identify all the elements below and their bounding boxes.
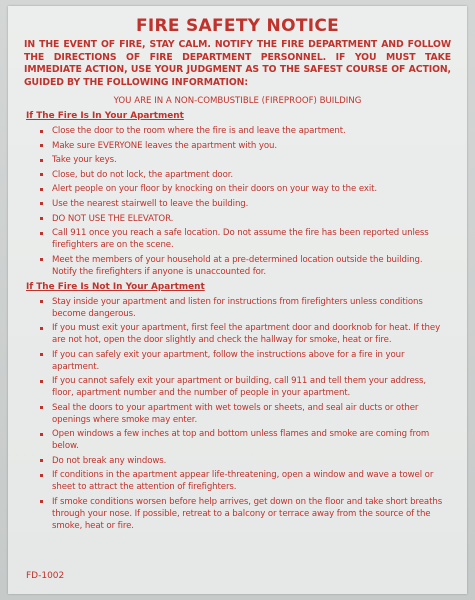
list-item: DO NOT USE THE ELEVATOR. <box>52 213 451 225</box>
building-type: YOU ARE IN A NON-COMBUSTIBLE (FIREPROOF) BUILDING <box>113 96 362 106</box>
section-heading-fire-not-in-apartment: If The Fire Is Not In Your Apartment <box>26 281 205 292</box>
fire-not-in-apartment-list <box>24 296 451 532</box>
list-item: If you must exit your apartment, first feel the apartment door and doorknob for heat. If they are not hot, open the door slightly and check the hallway for smoke, heat or fire. <box>52 322 451 346</box>
list-item: Seal the doors to your apartment with wet towels or sheets, and seal air ducts or other openings where smoke may enter. <box>52 402 451 426</box>
list-item: Close, but do not lock, the apartment door. <box>52 169 451 181</box>
list-item: If you cannot safely exit your apartment or building, call 911 and tell them your address, floor, apartment number and the number of people in your apartment. <box>52 375 451 399</box>
fire-in-apartment-list <box>24 125 451 278</box>
list-item: Do not break any windows. <box>52 455 451 467</box>
section-heading-fire-in-apartment: If The Fire Is In Your Apartment <box>26 111 184 121</box>
notice-title: FIRE SAFETY NOTICE <box>135 16 340 36</box>
notice-intro: IN THE EVENT OF FIRE, STAY CALM. NOTIFY THE FIRE DEPARTMENT AND FOLLOW THE DIRECTIONS OF FIRE DEPARTMENT PERSONNEL. IF YOU MUST TAKE IMMEDIATE ACTION, USE YOUR JUDGMENT AS TO THE SAFEST COURSE OF ACTION, GUIDED BY THE FOLLOWING INFORMATION: <box>24 39 451 88</box>
list-item: If smoke conditions worsen before help arrives, get down on the floor and take short breaths through your nose. If possible, retreat to a balcony or terrace away from the source of the smoke, heat or fire. <box>52 496 451 532</box>
list-item: If you can safely exit your apartment, follow the instructions above for a fire in your apartment. <box>52 349 451 373</box>
form-code: FD-1002 <box>26 571 65 581</box>
list-item: Close the door to the room where the fire is and leave the apartment. <box>52 125 451 137</box>
list-item: Open windows a few inches at top and bottom unless flames and smoke are coming from below. <box>52 428 451 452</box>
list-item: Use the nearest stairwell to leave the building. <box>52 198 451 210</box>
list-item: Call 911 once you reach a safe location. Do not assume the fire has been reported unless firefighters are on the scene. <box>52 227 451 251</box>
list-item: Alert people on your floor by knocking on their doors on your way to the exit. <box>52 183 451 195</box>
list-item: Meet the members of your household at a pre-determined location outside the building. Notify the firefighters if anyone is unaccounted for. <box>52 254 451 278</box>
list-item: Make sure EVERYONE leaves the apartment with you. <box>52 140 451 152</box>
list-item: Take your keys. <box>52 154 451 166</box>
list-item: Stay inside your apartment and listen for instructions from firefighters unless conditions become dangerous. <box>52 296 451 320</box>
list-item: If conditions in the apartment appear life-threatening, open a window and wave a towel or sheet to attract the attention of firefighters. <box>52 469 451 493</box>
fire-safety-notice-sheet <box>8 6 467 594</box>
